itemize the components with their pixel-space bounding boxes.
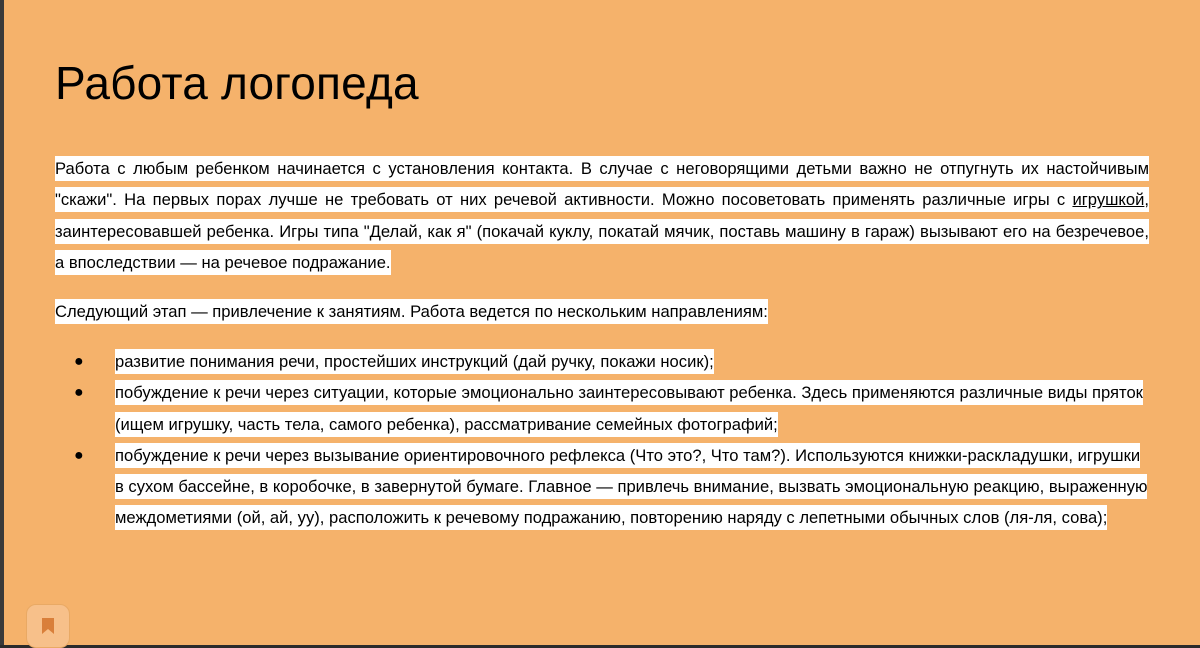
paragraph-next-stage xyxy=(55,296,1149,327)
paragraph-next-stage-text: Следующий этап — привлечение к занятиям. Работа ведется по нескольким направлениям: xyxy=(55,299,768,324)
bookmark-icon xyxy=(41,617,55,635)
paragraph-intro-text-start: Работа с любым ребенком начинается с установления контакта. В случае с неговорящими детьми важно не отпугнуть их настойчивым "скажи". На первых порах лучше не требовать от них речевой активности. Можно посоветовать применять различные игры с xyxy=(55,159,1149,210)
toy-link[interactable]: игрушкой xyxy=(1072,190,1145,210)
list-item-text: побуждение к речи через ситуации, которые эмоционально заинтересовывают ребенка. Здесь применяются различные виды пряток (ищем игрушку, часть тела, самого ребенка), рассматривание семейных фотографий; xyxy=(115,380,1143,436)
bullet-list xyxy=(55,346,1149,534)
slide-title: Работа логопеда xyxy=(55,57,419,109)
bullet-dot: ● xyxy=(74,384,84,402)
bullet-dot: ● xyxy=(74,446,84,464)
bullet-dot: ● xyxy=(74,353,84,370)
paragraph-intro-text-end: , заинтересовавшей ребенка. Игры типа "Делай, как я" (покачай куклу, покатай мячик, поставь машину в гараж) вызывают его на безречевое, а впоследствии — на речевое подражание. xyxy=(55,190,1149,272)
list-item xyxy=(55,346,1149,377)
list-item xyxy=(55,377,1149,440)
paragraph-intro-highlight xyxy=(55,156,1149,275)
slide xyxy=(4,0,1200,645)
list-item-text: развитие понимания речи, простейших инструкций (дай ручку, покажи носик); xyxy=(115,349,714,374)
list-item-text: побуждение к речи через вызывание ориентировочного рефлекса (Что это?, Что там?). Используются книжки-раскладушки, игрушки в сухом бассейне, в коробочке, в завернутой бумаге. Главное — привлечь внимание, вызвать эмоциональную реакцию, выраженную междометиями (ой, ай, уу), расположить к речевому подражанию, повторению наряду с лепетными обычных слов (ля-ля, сова); xyxy=(115,443,1147,531)
paragraph-intro xyxy=(55,153,1149,278)
bookmark-button[interactable] xyxy=(26,604,70,648)
list-item xyxy=(55,440,1149,534)
